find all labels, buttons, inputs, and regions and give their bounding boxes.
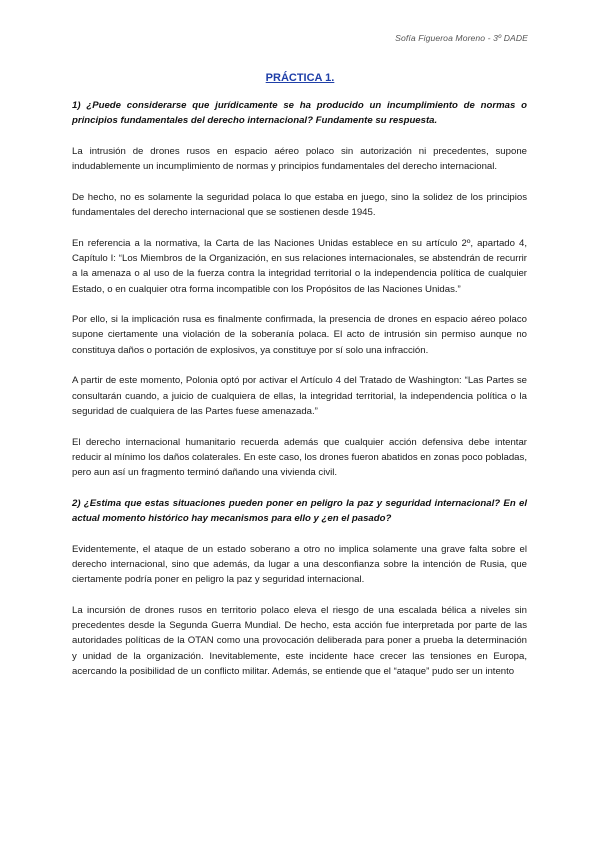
paragraph: Por ello, si la implicación rusa es finalmente confirmada, la presencia de drones en espacio aéreo polaco supone ciertamente una violación de la soberanía polaca. El acto de intrusión sin permiso aunque no constituya daños o portación de explosivos, ya constituye por sí solo una infracción.: [72, 314, 527, 356]
paragraph: En referencia a la normativa, la Carta de las Naciones Unidas establece en su artículo 2º, apartado 4, Capítulo I: “Los Miembros de la Organización, en sus relaciones internacionales, se abstendrán de recurrir a la amenaza o al uso de la fuerza contra la integridad territorial o la independencia política de cualquier Estado, o en cualquier otra forma incompatible con los Propósitos de las Naciones Unidas.”: [72, 237, 527, 295]
question-1: 1) ¿Puede considerarse que jurídicamente se ha producido un incumplimiento de normas o principios fundamentales del derecho internacional? Fundamente su respuesta.: [72, 100, 527, 127]
paragraph: La intrusión de drones rusos en espacio aéreo polaco sin autorización ni precedentes, supone indudablemente un incumplimiento de normas y principios fundamentales del derecho internacional.: [72, 145, 527, 173]
page-header-author: Sofía Figueroa Moreno - 3º DADE: [395, 33, 528, 43]
paragraph: De hecho, no es solamente la seguridad polaca lo que estaba en juego, sino la solidez de los principios fundamentales del derecho internacional que se sostienen desde 1945.: [72, 191, 527, 219]
paragraph: El derecho internacional humanitario recuerda además que cualquier acción defensiva debe intentar reducir al mínimo los daños colaterales. En este caso, los drones fueron abatidos en zonas poco pobladas, pero aun así un fragmento terminó dañando una vivienda civil.: [72, 436, 527, 479]
paragraph: A partir de este momento, Polonia optó por activar el Artículo 4 del Tratado de Washington: “Las Partes se consultarán cuando, a juicio de cualquiera de ellas, la integridad territorial, la independencia política o la seguridad de cualquiera de las Partes fuese amenazada.”: [72, 375, 527, 417]
question-2: 2) ¿Estima que estas situaciones pueden poner en peligro la paz y seguridad internacional? En el actual momento histórico hay mecanismos para ello y ¿en el pasado?: [72, 497, 527, 525]
document-body: [72, 98, 527, 679]
paragraph: Evidentemente, el ataque de un estado soberano a otro no implica solamente una grave falta sobre el derecho internacional, sino que además, da lugar a una desconfianza sobre la intención de Rusia, que ciertamente podría poner en peligro la paz y seguridad internacional.: [72, 543, 527, 586]
paragraph: La incursión de drones rusos en territorio polaco eleva el riesgo de una escalada bélica a niveles sin precedentes desde la Segunda Guerra Mundial. De hecho, esta acción fue interpretada por parte de las autoridades políticas de la OTAN como una provocación deliberada para poner a prueba la determinación y unidad de la organización. Inevitablemente, este incidente hace crecer las tensiones en Europa, acercando la posibilidad de un conflicto militar. Además, se entiende que el “ataque” pudo ser un intento: [72, 604, 527, 677]
document-title: PRÁCTICA 1.: [265, 72, 335, 84]
